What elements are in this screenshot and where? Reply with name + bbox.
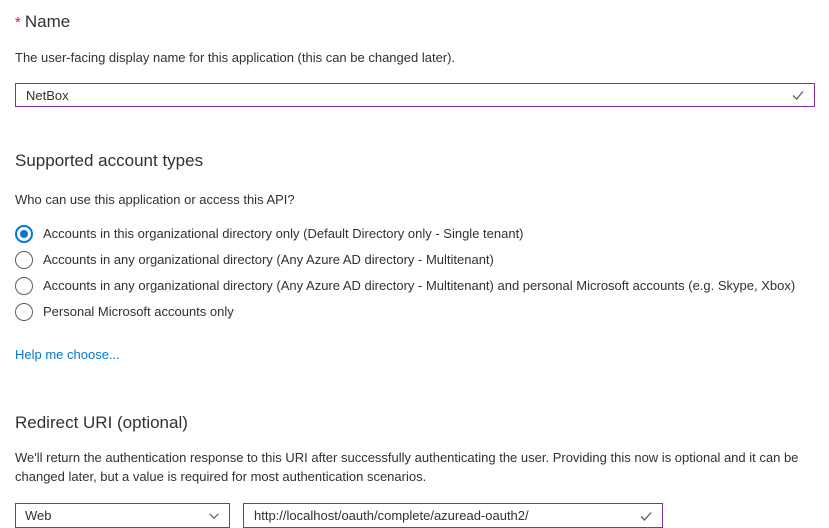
radio-option-multitenant-personal[interactable] xyxy=(15,273,815,299)
redirect-uri-section xyxy=(15,412,815,528)
account-types-radio-group xyxy=(15,221,815,325)
name-description: The user-facing display name for this application (this can be changed later). xyxy=(15,50,456,65)
help-me-choose-link[interactable]: Help me choose... xyxy=(15,347,120,362)
redirect-uri-description: We'll return the authentication response to this URI after successfully authenticating the user. Providing this now is optional and it can be changed later, but a value is required for most authentication scenarios. xyxy=(15,450,799,484)
radio-option-label: Accounts in this organizational directory only (Default Directory only - Single tenant) xyxy=(43,226,524,241)
account-types-title: Supported account types xyxy=(15,151,204,170)
name-title-text: Name xyxy=(24,12,71,31)
platform-dropdown-value: Web xyxy=(25,508,52,523)
radio-option-multitenant[interactable] xyxy=(15,247,815,273)
radio-icon xyxy=(15,251,33,269)
radio-option-label: Personal Microsoft accounts only xyxy=(43,304,234,319)
supported-account-types-section xyxy=(15,150,815,364)
required-asterisk: * xyxy=(15,14,21,31)
valid-check-icon xyxy=(790,87,806,103)
radio-icon xyxy=(15,277,33,295)
redirect-uri-title: Redirect URI (optional) xyxy=(15,413,188,432)
radio-option-label: Accounts in any organizational directory (Any Azure AD directory - Multitenant) and personal Microsoft accounts (e.g. Skype, Xbox) xyxy=(43,278,796,293)
radio-option-personal-only[interactable] xyxy=(15,299,815,325)
name-section-title xyxy=(15,11,815,33)
account-types-question: Who can use this application or access this API? xyxy=(15,192,295,207)
name-input-container xyxy=(15,83,815,107)
radio-option-label: Accounts in any organizational directory (Any Azure AD directory - Multitenant) xyxy=(43,252,494,267)
name-input[interactable] xyxy=(16,84,814,106)
name-section xyxy=(15,11,815,107)
radio-icon xyxy=(15,225,33,243)
radio-option-single-tenant[interactable] xyxy=(15,221,815,247)
radio-icon xyxy=(15,303,33,321)
